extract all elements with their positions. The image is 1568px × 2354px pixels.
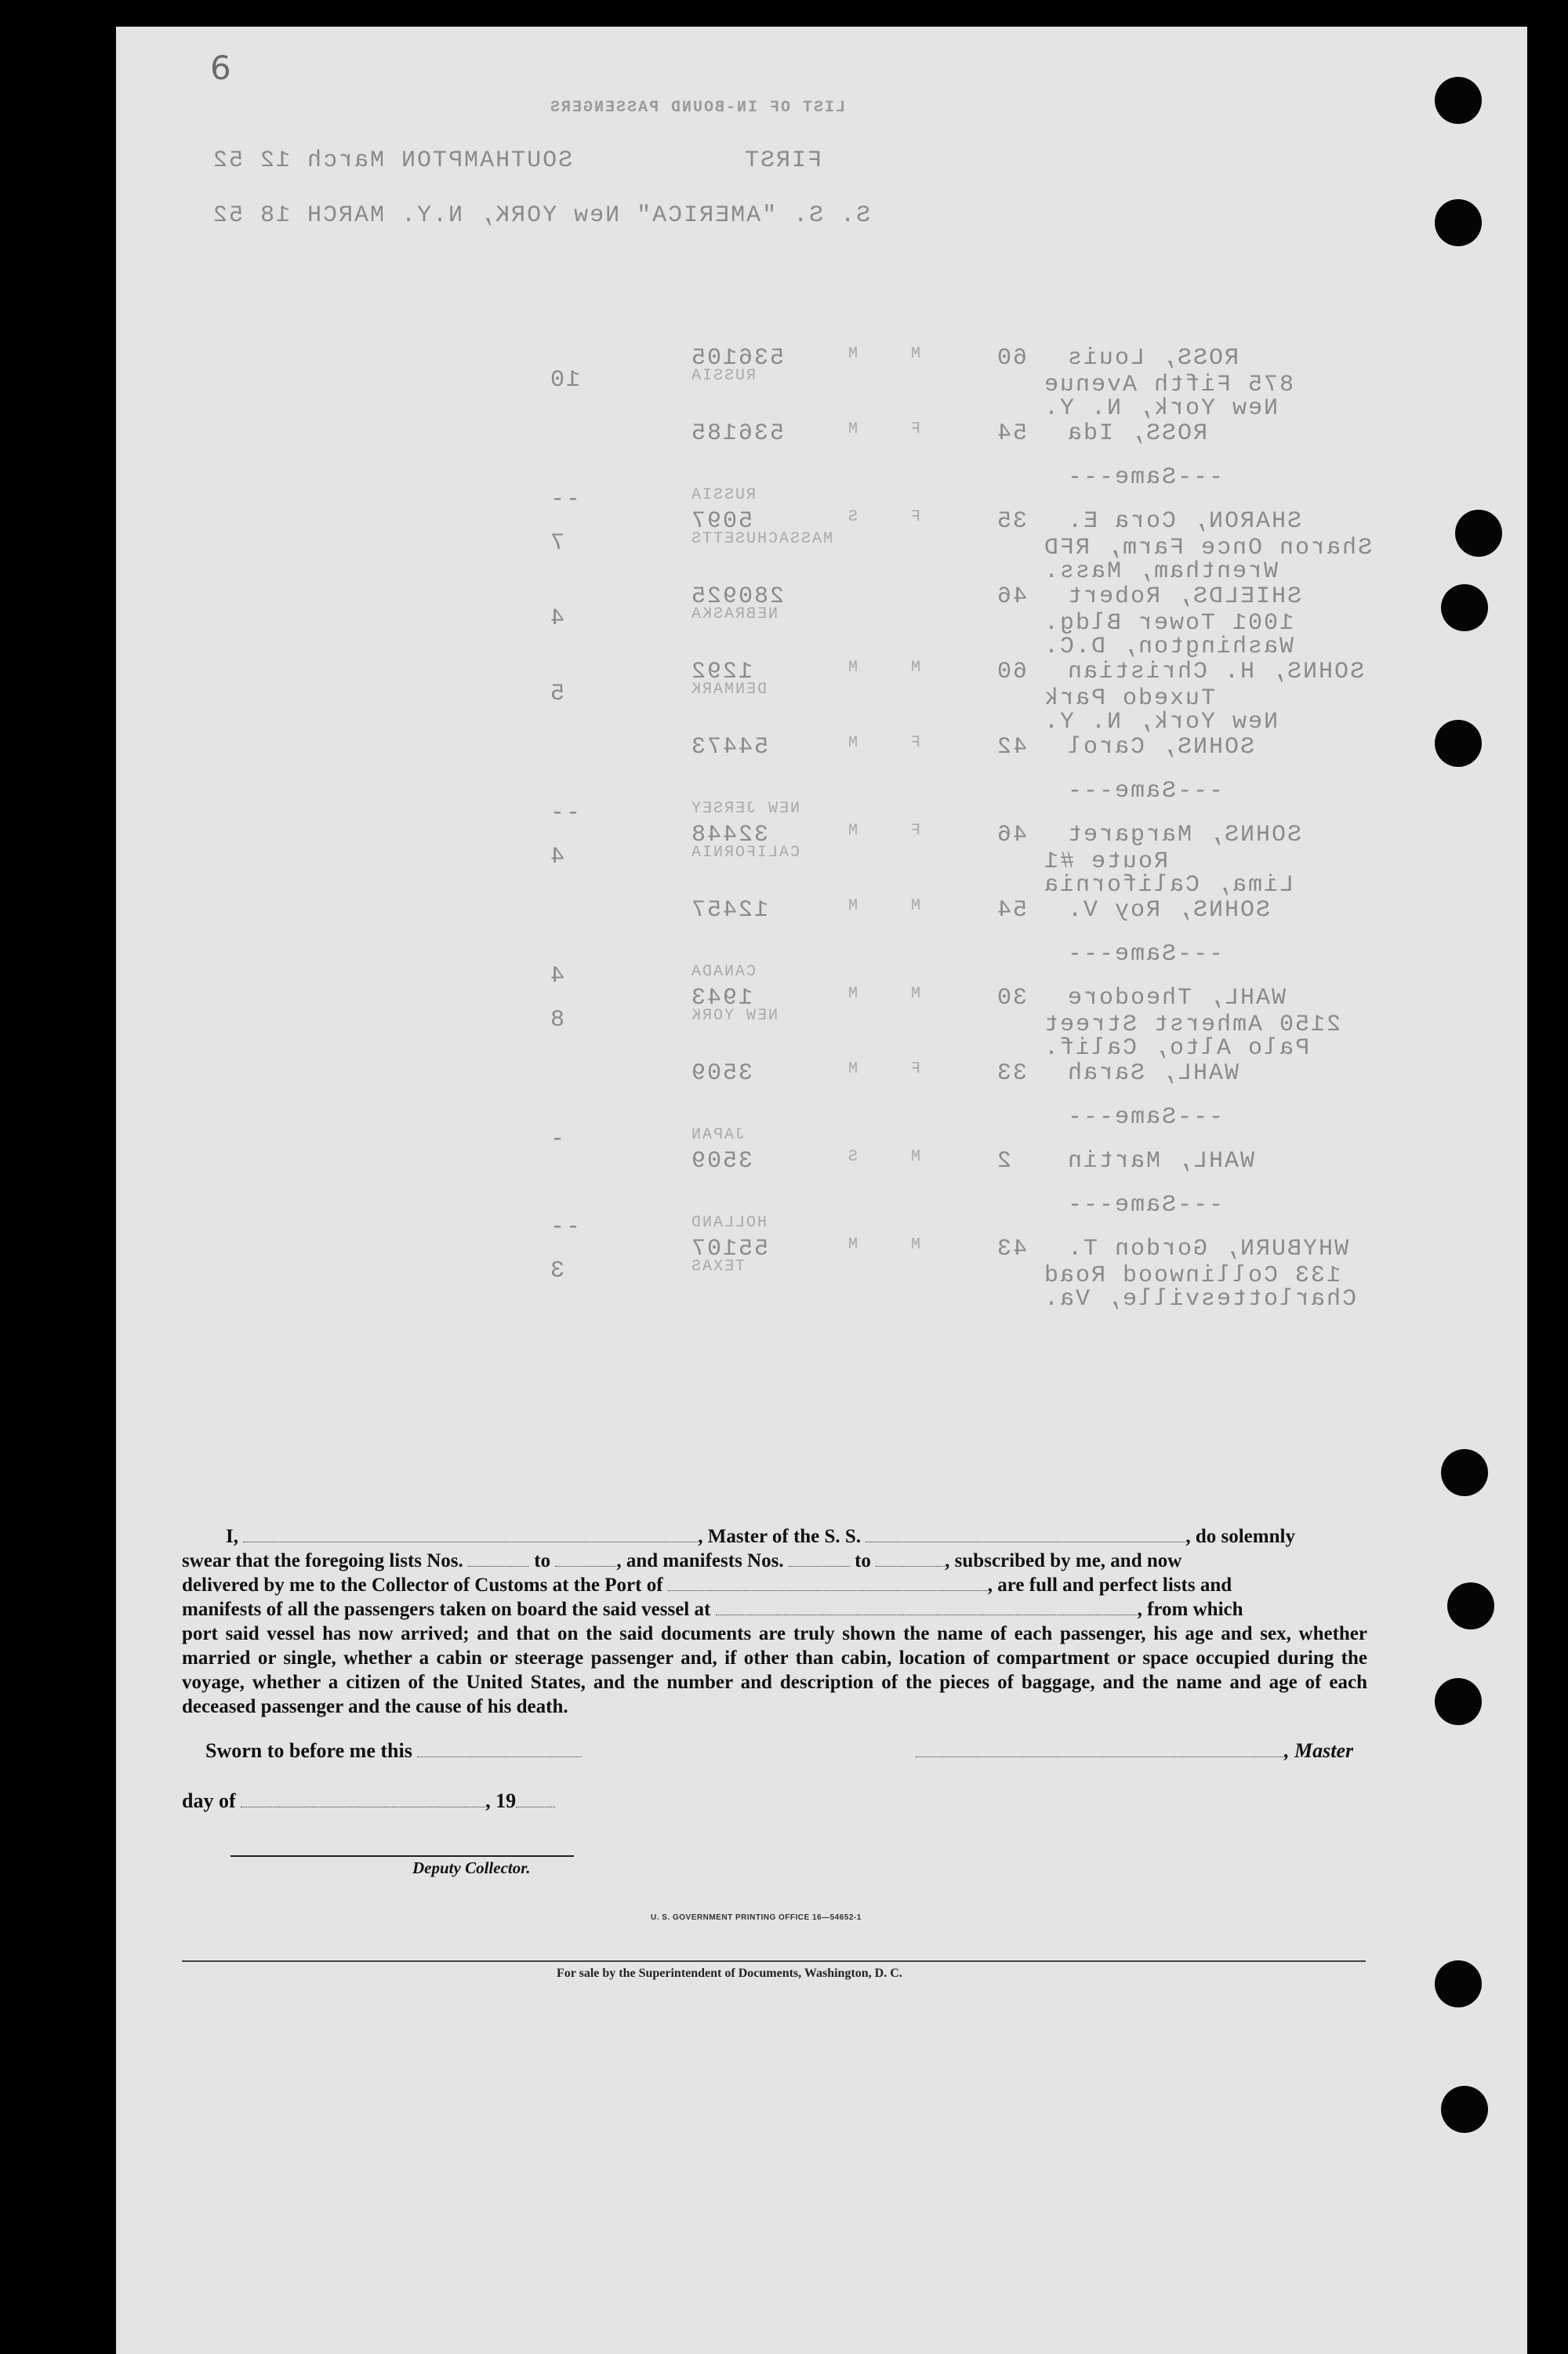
decl-subscribed: , subscribed by me, and now [945,1550,1182,1571]
ghost-sex: M [909,1236,921,1254]
deputy-collector-label: Deputy Collector. [412,1858,531,1877]
decl-vessel-label: manifests of all the passengers taken on board the said vessel at [182,1599,711,1620]
ghost-city: Washington, D.C. [1043,634,1294,660]
ghost-header-title: LIST OF IN-BOUND PASSENGERS [549,99,846,117]
ghost-sex: M [909,345,921,363]
decl-to2: to [855,1550,871,1571]
manifest-from-blank[interactable] [789,1549,850,1567]
ghost-age: 35 [996,508,1028,535]
sworn-label [205,1739,582,1763]
ghost-address: 133 Collinwood Road [1043,1262,1341,1289]
ghost-name: ---Same--- [1066,464,1224,491]
ghost-number: 280925 [690,583,785,610]
ghost-address: 1001 Tower Bldg. [1043,610,1294,637]
ghost-name: ---Same--- [1066,1192,1224,1219]
ghost-header-class: FIRST [743,147,822,174]
year-prefix: , 19 [485,1789,517,1812]
ghost-country: NEBRASKA [690,605,779,623]
punch-hole [1455,510,1502,557]
ghost-address: 2150 Amherst Street [1043,1012,1341,1038]
punch-hole [1435,720,1482,767]
ghost-days: 4 [549,605,565,632]
ghost-sex: F [909,508,921,526]
ghost-age: 30 [996,985,1028,1012]
day-of-blank[interactable] [241,1789,485,1807]
ghost-age: 54 [996,420,1028,447]
ghost-name: WAHL, Theodore [1066,985,1287,1012]
ghost-city: New York, N. Y. [1043,709,1279,736]
ghost-age: 33 [996,1060,1028,1087]
ghost-age: 54 [996,897,1028,924]
ghost-number: 3509 [690,1060,753,1087]
ghost-days: -- [549,800,581,826]
ghost-country: RUSSIA [690,486,757,504]
ghost-country: MASSACHUSETTS [690,530,833,548]
ghost-country: HOLLAND [690,1214,768,1232]
ghost-address: Sharon Once Farm, RFD [1043,535,1373,561]
ghost-age: 60 [996,345,1028,372]
punch-hole [1435,1678,1482,1725]
ghost-sex: M [909,897,921,915]
punch-hole [1441,1449,1488,1496]
ghost-sex: M [909,1148,921,1166]
decl-manifests: , and manifests Nos. [616,1550,784,1571]
decl-to1: to [534,1550,551,1571]
day-of-text: day of [182,1789,236,1812]
manifest-to-blank[interactable] [876,1549,945,1567]
oath-declaration [182,1524,1367,1719]
ghost-days: 8 [549,1007,565,1034]
decl-body: port said vessel has now arrived; and that on the said documents are truly shown the name of each passenger, his age and sex, whether married or single, whether a cabin or steerage passenger and, if other than cabin, location of compartment or space occupied during the voyage, whether a citizen of the United States, and the number and description of the pieces of baggage, and the name and age of each deceased passenger and the cause of his death. [182,1623,1367,1717]
ghost-country: DENMARK [690,681,768,699]
ghost-country: CANADA [690,963,757,981]
ghost-name: SHARON, Cora E. [1066,508,1302,535]
ghost-header-ship: S. S. "AMERICA" New YORK, N.Y. MARCH 18 52 [212,202,871,229]
list-from-blank[interactable] [468,1549,529,1567]
decl-do-solemnly: , do solemnly [1185,1526,1295,1547]
ghost-name: SHIELDS, Robert [1066,583,1302,610]
ghost-address: Tuxedo Park [1043,685,1216,712]
ship-name-blank[interactable] [866,1524,1185,1542]
ghost-name: WAHL, Martin [1066,1148,1255,1175]
footer-rule [182,1960,1366,1962]
ghost-name: SOHNS, Roy V. [1066,897,1271,924]
ghost-marital: M [847,897,858,915]
ghost-days: 5 [549,681,565,707]
ghost-city: Charlottesville, Va. [1043,1286,1357,1313]
ghost-number: 5097 [690,508,753,535]
ghost-number: 1943 [690,985,753,1012]
departure-port-blank[interactable] [716,1597,1138,1615]
port-blank[interactable] [668,1573,988,1591]
decl-i: I, [226,1526,238,1547]
ghost-marital: M [847,659,858,677]
ghost-sex: F [909,1060,921,1078]
ghost-country: CALIFORNIA [690,844,800,862]
punch-hole [1441,584,1488,631]
ghost-marital: S [847,508,858,526]
punch-hole [1441,2086,1488,2133]
deputy-signature-line [230,1855,574,1857]
master-label: , Master [1284,1739,1354,1762]
ghost-name: ROSS, Ida [1066,420,1208,447]
ghost-sex: F [909,734,921,752]
ghost-age: 43 [996,1236,1028,1262]
ghost-days: - [549,1126,565,1153]
ghost-city: New York, N. Y. [1043,395,1279,422]
ghost-sex: F [909,420,921,438]
punch-hole [1435,77,1482,124]
master-signature [916,1739,1353,1763]
decl-full-perfect: , are full and perfect lists and [987,1575,1232,1596]
ghost-name: SOHNS, H. Christian [1066,659,1365,685]
ghost-sex: F [909,822,921,840]
ghost-city: Palo Alto, Calif. [1043,1035,1310,1062]
manifest-page [116,27,1527,2354]
punch-hole [1435,199,1482,246]
decl-master-of: , Master of the S. S. [698,1526,862,1547]
gpo-imprint: U. S. GOVERNMENT PRINTING OFFICE 16—54652-1 [651,1913,862,1922]
ghost-address: 875 Fifth Avenue [1043,372,1294,398]
ghost-days: 10 [549,367,581,394]
ghost-sex: M [909,985,921,1003]
ghost-country: NEW YORK [690,1007,779,1025]
ghost-address: Route #1 [1043,848,1169,875]
ghost-name: ---Same--- [1066,778,1224,805]
ghost-city: Wrentham, Mass. [1043,558,1279,585]
decl-port-label: delivered by me to the Collector of Customs at the Port of [182,1575,663,1596]
decl-lists-label: swear that the foregoing lists Nos. [182,1550,463,1571]
ghost-age: 42 [996,734,1028,761]
decl-from-which: , from which [1137,1599,1243,1620]
ghost-number: 3509 [690,1148,753,1175]
day-of-line [182,1789,555,1813]
ghost-number: 12457 [690,897,769,924]
ghost-sex: M [909,659,921,677]
ghost-age: 46 [996,822,1028,848]
ghost-country: NEW JERSEY [690,800,800,818]
ghost-name: ---Same--- [1066,1104,1224,1131]
punch-hole [1435,1960,1482,2007]
page-number: 6 [210,49,231,87]
year-blank[interactable] [516,1789,555,1807]
ghost-marital: M [847,420,858,438]
ghost-country: TEXAS [690,1258,746,1276]
ghost-days: -- [549,1214,581,1241]
ghost-age: 60 [996,659,1028,685]
ghost-age: 2 [996,1148,1012,1175]
ghost-name: ROSS, Louis [1066,345,1240,372]
ghost-country: JAPAN [690,1126,746,1144]
punch-hole [1447,1582,1494,1629]
ghost-marital: M [847,822,858,840]
ghost-name: WAHL, Sarah [1066,1060,1240,1087]
ghost-days: -- [549,486,581,513]
ghost-days: 4 [549,963,565,990]
ghost-marital: S [847,1148,858,1166]
master-name-blank[interactable] [243,1524,698,1542]
ghost-name: WHYBURN, Gordon T. [1066,1236,1349,1262]
sworn-text: Sworn to before me this [205,1739,412,1762]
ghost-marital: M [847,345,858,363]
ghost-number: 1292 [690,659,753,685]
ghost-marital: M [847,1060,858,1078]
ghost-days: 4 [549,844,565,870]
ghost-name: SOHNS, Carol [1066,734,1255,761]
ghost-number: 32448 [690,822,769,848]
ghost-marital: M [847,985,858,1003]
ghost-header-port: SOUTHAMPTON March 12 52 [212,147,573,174]
ghost-name: ---Same--- [1066,941,1224,968]
ghost-country: RUSSIA [690,367,757,385]
master-signature-blank[interactable] [916,1739,1284,1757]
ghost-marital: M [847,1236,858,1254]
list-to-blank[interactable] [555,1549,616,1567]
ghost-number: 54473 [690,734,769,761]
ghost-number: 55107 [690,1236,769,1262]
for-sale-notice: For sale by the Superintendent of Documents, Washington, D. C. [557,1967,902,1980]
ghost-city: Lima, California [1043,872,1294,899]
ghost-days: 7 [549,530,565,557]
ghost-days: 3 [549,1258,565,1284]
ghost-age: 46 [996,583,1028,610]
ghost-number: 536105 [690,345,785,372]
sworn-date-blank[interactable] [417,1739,582,1757]
ghost-marital: M [847,734,858,752]
ghost-name: SOHNS, Margaret [1066,822,1302,848]
ghost-number: 536185 [690,420,785,447]
